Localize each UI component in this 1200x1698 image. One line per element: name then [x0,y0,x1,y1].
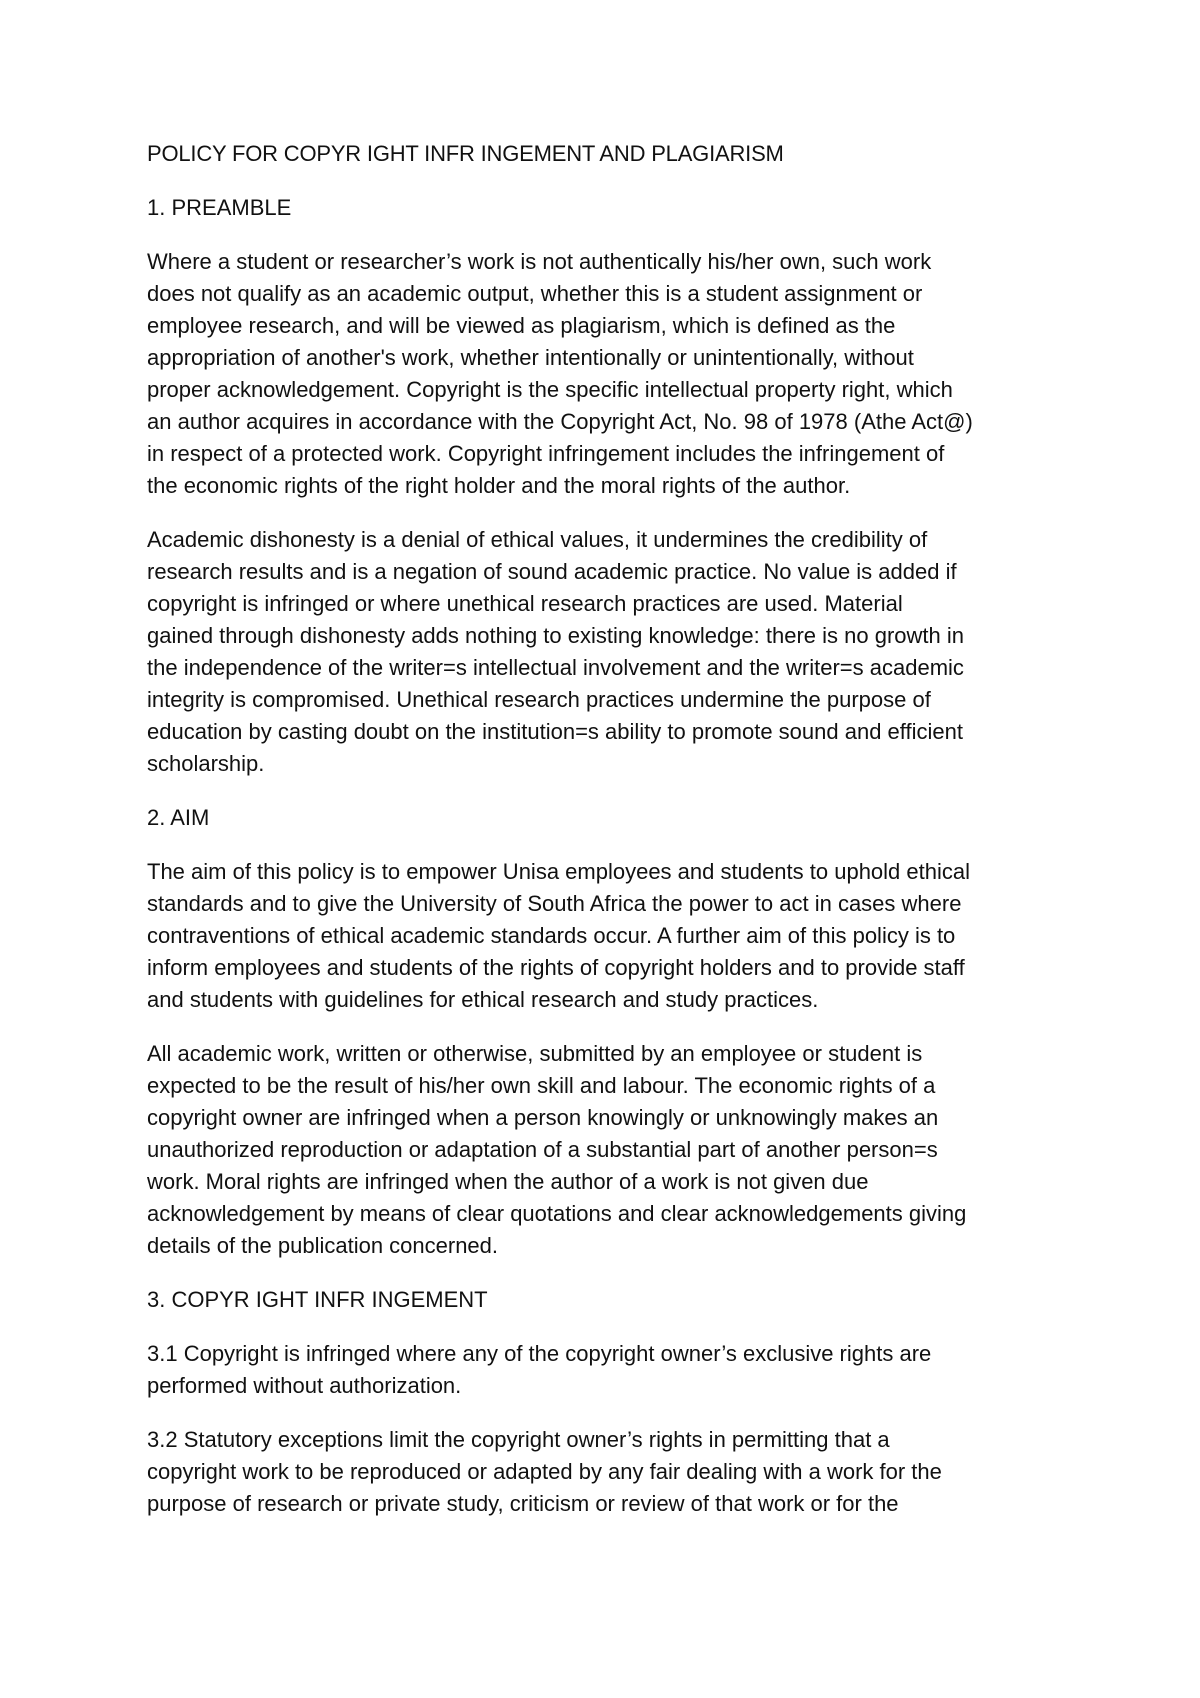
text-line: All academic work, written or otherwise, submitted by an employee or student is [147,1041,923,1066]
text-line: acknowledgement by means of clear quotations and clear acknowledgements giving [147,1201,967,1226]
text-line: contraventions of ethical academic standards occur. A further aim of this policy is to [147,923,956,948]
preamble-paragraph-1 [147,246,1067,502]
text-line: the independence of the writer=s intellectual involvement and the writer=s academic [147,655,964,680]
text-line: 3.2 Statutory exceptions limit the copyright owner’s rights in permitting that a [147,1427,890,1452]
text-line: integrity is compromised. Unethical research practices undermine the purpose of [147,687,931,712]
text-line: scholarship. [147,751,265,776]
text-line: copyright owner are infringed when a person knowingly or unknowingly makes an [147,1105,939,1130]
text-line: expected to be the result of his/her own skill and labour. The economic rights of a [147,1073,936,1098]
text-line: details of the publication concerned. [147,1233,499,1258]
copyright-paragraph-3-1 [147,1338,1067,1402]
text-line: Academic dishonesty is a denial of ethical values, it undermines the credibility of [147,527,928,552]
document-title: POLICY FOR COPYR IGHT INFR INGEMENT AND PLAGIARISM [147,141,784,166]
section-heading-aim: 2. AIM [147,805,210,830]
text-line: employee research, and will be viewed as plagiarism, which is defined as the [147,313,896,338]
text-line: and students with guidelines for ethical research and study practices. [147,987,819,1012]
text-line: does not qualify as an academic output, whether this is a student assignment or [147,281,923,306]
text-line: purpose of research or private study, criticism or review of that work or for the [147,1491,899,1516]
text-line: standards and to give the University of South Africa the power to act in cases where [147,891,962,916]
text-line: inform employees and students of the rights of copyright holders and to provide staff [147,955,965,980]
aim-paragraph-2 [147,1038,1067,1262]
text-line: 3.1 Copyright is infringed where any of the copyright owner’s exclusive rights are [147,1341,932,1366]
text-line: appropriation of another's work, whether intentionally or unintentionally, without [147,345,914,370]
text-line: education by casting doubt on the institution=s ability to promote sound and efficient [147,719,963,744]
text-line: unauthorized reproduction or adaptation of a substantial part of another person=s [147,1137,938,1162]
text-line: gained through dishonesty adds nothing to existing knowledge: there is no growth in [147,623,964,648]
text-line: proper acknowledgement. Copyright is the specific intellectual property right, which [147,377,953,402]
section-heading-copyright-infringement: 3. COPYR IGHT INFR INGEMENT [147,1287,488,1312]
document-page [147,138,1067,1542]
copyright-paragraph-3-2 [147,1424,1067,1520]
aim-paragraph-1 [147,856,1067,1016]
text-line: copyright work to be reproduced or adapted by any fair dealing with a work for the [147,1459,942,1484]
text-line: in respect of a protected work. Copyright infringement includes the infringement of [147,441,945,466]
text-line: The aim of this policy is to empower Unisa employees and students to uphold ethical [147,859,970,884]
text-line: an author acquires in accordance with the Copyright Act, No. 98 of 1978 (Athe Act@) [147,409,973,434]
text-line: the economic rights of the right holder and the moral rights of the author. [147,473,851,498]
section-heading-preamble: 1. PREAMBLE [147,195,292,220]
text-line: performed without authorization. [147,1373,462,1398]
text-line: copyright is infringed or where unethical research practices are used. Material [147,591,903,616]
preamble-paragraph-2 [147,524,1067,780]
text-line: work. Moral rights are infringed when the author of a work is not given due [147,1169,869,1194]
text-line: Where a student or researcher’s work is not authentically his/her own, such work [147,249,932,274]
text-line: research results and is a negation of sound academic practice. No value is added if [147,559,957,584]
